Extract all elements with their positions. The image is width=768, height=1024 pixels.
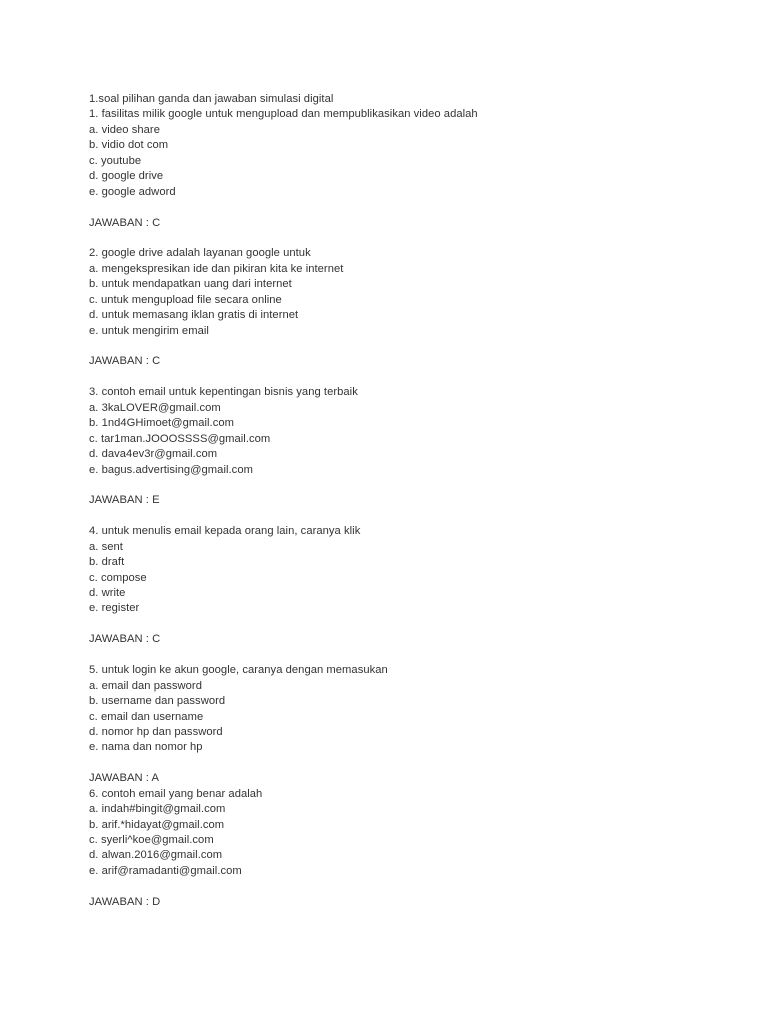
option-b: b. 1nd4GHimoet@gmail.com (89, 417, 234, 430)
option-d: d. nomor hp dan password (89, 725, 223, 738)
question-text: 2. google drive adalah layanan google untuk (89, 247, 311, 260)
option-c: c. compose (89, 571, 147, 584)
option-c: c. email dan username (89, 710, 204, 723)
blank-line (89, 370, 729, 385)
option-e: e. google adword (89, 185, 176, 198)
option-e: e. untuk mengirim email (89, 324, 209, 337)
question-text: 6. contoh email yang benar adalah (89, 787, 263, 800)
option-a: a. sent (89, 540, 123, 553)
answer-text: JAWABAN : E (89, 494, 160, 507)
question-text: 5. untuk login ke akun google, caranya dengan memasukan (89, 664, 388, 677)
option-c: c. syerli^koe@gmail.com (89, 834, 214, 846)
option-a: a. mengekspresikan ide dan pikiran kita ke internet (89, 262, 344, 275)
document-title: 1.soal pilihan ganda dan jawaban simulasi digital (89, 93, 334, 105)
option-c: c. untuk mengupload file secara online (89, 293, 282, 306)
question-block-4 (89, 524, 729, 663)
option-e: e. register (89, 602, 140, 615)
option-e: e. nama dan nomor hp (89, 741, 203, 754)
option-b: b. vidio dot com (89, 139, 169, 152)
blank-line (89, 509, 729, 524)
option-d: d. dava4ev3r@gmail.com (89, 448, 218, 461)
option-d: d. write (89, 587, 126, 599)
answer-text: JAWABAN : A (89, 772, 159, 785)
document-page (89, 92, 729, 910)
question-text: 4. untuk menulis email kepada orang lain, caranya klik (89, 525, 361, 538)
blank-line (89, 231, 729, 246)
option-d: d. untuk memasang iklan gratis di internet (89, 309, 299, 322)
option-d: d. google drive (89, 170, 164, 183)
option-e: e. bagus.advertising@gmail.com (89, 463, 253, 476)
question-text: 1. fasilitas milik google untuk mengupload dan mempublikasikan video adalah (89, 108, 478, 121)
question-block-3 (89, 385, 729, 524)
option-a: a. email dan password (89, 679, 202, 692)
option-b: b. username dan password (89, 695, 226, 708)
option-c: c. youtube (89, 154, 142, 167)
option-d: d. alwan.2016@gmail.com (89, 849, 223, 862)
blank-line (89, 478, 729, 493)
question-text: 3. contoh email untuk kepentingan bisnis yang terbaik (89, 386, 358, 399)
option-a: a. indah#bingit@gmail.com (89, 803, 226, 816)
blank-line (89, 756, 729, 771)
option-b: b. untuk mendapatkan uang dari internet (89, 278, 292, 291)
question-block-1 (89, 107, 729, 246)
question-block-2 (89, 246, 729, 385)
answer-text: JAWABAN : C (89, 216, 161, 229)
blank-line (89, 200, 729, 215)
option-c: c. tar1man.JOOOSSSS@gmail.com (89, 432, 271, 445)
blank-line (89, 648, 729, 663)
question-block-6 (89, 787, 729, 911)
option-e: e. arif@ramadanti@gmail.com (89, 864, 242, 877)
blank-line (89, 617, 729, 632)
option-a: a. video share (89, 123, 160, 136)
answer-text: JAWABAN : C (89, 355, 161, 368)
answer-text: JAWABAN : C (89, 633, 161, 646)
blank-line (89, 879, 729, 894)
blank-line (89, 339, 729, 354)
option-a: a. 3kaLOVER@gmail.com (89, 401, 221, 414)
question-block-5 (89, 663, 729, 787)
option-b: b. draft (89, 556, 125, 569)
answer-text: JAWABAN : D (89, 895, 161, 908)
option-b: b. arif.*hidayat@gmail.com (89, 818, 225, 831)
